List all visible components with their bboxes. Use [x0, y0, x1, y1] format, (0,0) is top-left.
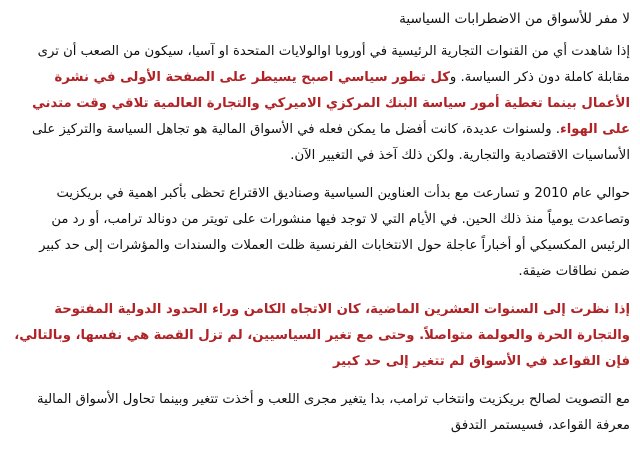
paragraph-2: حوالي عام 2010 و تسارعت مع بدأت العناوين السياسية وصناديق الاقتراع تحظى بأكبر اهمية في بريكزيت وتصاعدت يومياً منذ ذلك الحين. في الأيام التي لا توجد فيها منشورات على تويتر من دونالد ترامب، أو رد من الرئيس المكسيكي أو أخباراً عاجلة حول الانتخابات الفرنسية ظلت العملات والسندات والمؤشرات إلى حد كبير ضمن نطاقات ضيقة.: [39, 186, 630, 279]
document-title: لا مفر للأسواق من الاضطرابات السياسية: [399, 11, 630, 27]
paragraph-3-highlight: إذا نظرت إلى السنوات العشرين الماضية، كان الاتجاه الكامن وراء الحدود الدولية المفتوحة والتجارة الحرة والعولمة متواصلاً. وحتى مع تغير السياسيين، لم تزل القصة هي نفسها، وبالتالي، فإن القواعد في الأسواق لم تتغير إلى حد كبير: [14, 302, 630, 369]
paragraph-1-lead: إذا شاهدت أي من القنوات التجارية الرئيسية في أوروبا اوالولايات المتحدة او آسيا، سيكون من الصعب أن ترى مقابلة كاملة دون ذكر السياسة. و: [37, 44, 630, 85]
paragraph-1-highlight: كل تطور سياسي اصبح يسيطر على الصفحة الأولى في نشرة الأعمال بينما تغطية أمور سياسة البنك المركزي الاميركي والتجارة العالمية تلاقي وقت متدني على الهواء: [32, 70, 630, 137]
paragraph-4: مع التصويت لصالح بريكزيت وانتخاب ترامب، بدا يتغير مجرى اللعب و أخذت تتغير وبينما تحاول الأسواق المالية معرفة القواعد، فسيستمر التدفق: [37, 392, 630, 433]
paragraph-1: [10, 39, 630, 169]
paragraph-1-tail: . ولسنوات عديدة، كانت أفضل ما يمكن فعله في الأسواق المالية هو تجاهل السياسة والتركيز على الأساسيات الاقتصادية والتجارية. ولكن ذلك آخذ في التغيير الآن.: [32, 122, 630, 163]
